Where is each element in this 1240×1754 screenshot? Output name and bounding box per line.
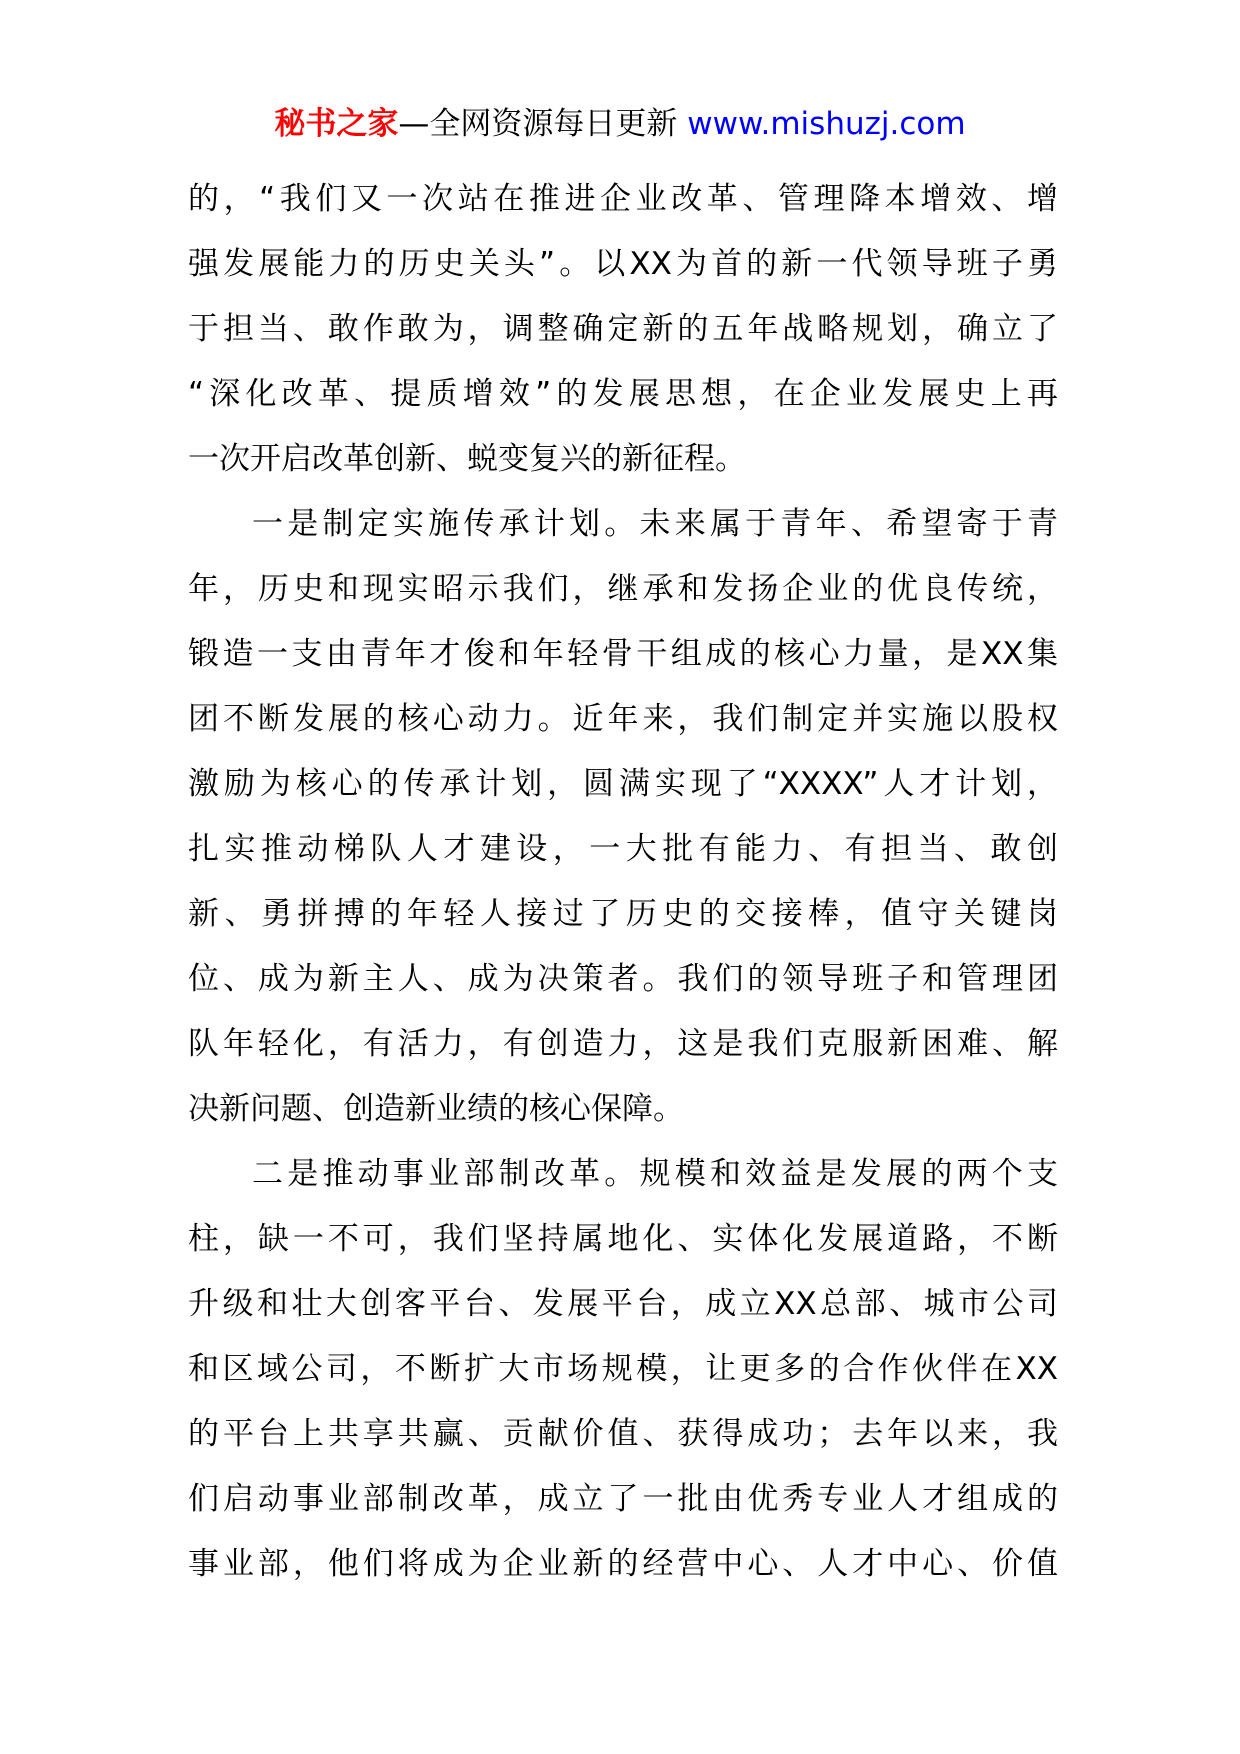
paragraph-2 (188, 492, 1058, 1142)
text-line: 们启动事业部制改革，成立了一批由优秀专业人才组成的 (188, 1481, 1058, 1517)
text-line: 二是推动事业部制改革。规模和效益是发展的两个支 (252, 1156, 1058, 1192)
header-tagline: —全网资源每日更新 (398, 106, 678, 142)
text-line: 年，历史和现实昭示我们，继承和发扬企业的优良传统， (188, 571, 1058, 607)
text-line: 锻造一支由青年才俊和年轻骨干组成的核心力量，是XX集 (188, 636, 1058, 672)
text-line: 决新问题、创造新业绩的核心保障。 (188, 1091, 684, 1127)
document-body (188, 167, 1058, 1597)
text-line: 于担当、敢作敢为，调整确定新的五年战略规划，确立了 (188, 311, 1058, 347)
text-line: “深化改革、提质增效”的发展思想，在企业发展史上再 (188, 376, 1058, 412)
text-line: 升级和壮大创客平台、发展平台，成立XX总部、城市公司 (188, 1286, 1058, 1322)
text-line: 和区域公司，不断扩大市场规模，让更多的合作伙伴在XX (188, 1351, 1058, 1387)
text-line: 一次开启改革创新、蜕变复兴的新征程。 (188, 441, 746, 477)
text-line: 事业部，他们将成为企业新的经营中心、人才中心、价值 (188, 1546, 1058, 1582)
text-line: 位、成为新主人、成为决策者。我们的领导班子和管理团 (188, 961, 1058, 997)
brand-name: 秘书之家 (274, 106, 399, 142)
site-url-link[interactable]: www.mishuzj.com (687, 106, 966, 142)
text-line: 的平台上共享共赢、贡献价值、获得成功；去年以来，我 (188, 1416, 1058, 1452)
text-line: 柱，缺一不可，我们坚持属地化、实体化发展道路，不断 (188, 1221, 1058, 1257)
page-header (0, 104, 1240, 144)
text-line: 扎实推动梯队人才建设，一大批有能力、有担当、敢创 (188, 831, 1058, 867)
text-line: 强发展能力的历史关头”。以XX为首的新一代领导班子勇 (188, 246, 1058, 282)
text-line: 团不断发展的核心动力。近年来，我们制定并实施以股权 (188, 701, 1058, 737)
paragraph-1 (188, 167, 1058, 492)
text-line: 的，“我们又一次站在推进企业改革、管理降本增效、增 (188, 181, 1058, 217)
paragraph-3 (188, 1142, 1058, 1597)
text-line: 一是制定实施传承计划。未来属于青年、希望寄于青 (252, 506, 1058, 542)
text-line: 队年轻化，有活力，有创造力，这是我们克服新困难、解 (188, 1026, 1058, 1062)
text-line: 新、勇拼搏的年轻人接过了历史的交接棒，值守关键岗 (188, 896, 1058, 932)
text-line: 激励为核心的传承计划，圆满实现了“XXXX”人才计划， (188, 766, 1058, 802)
